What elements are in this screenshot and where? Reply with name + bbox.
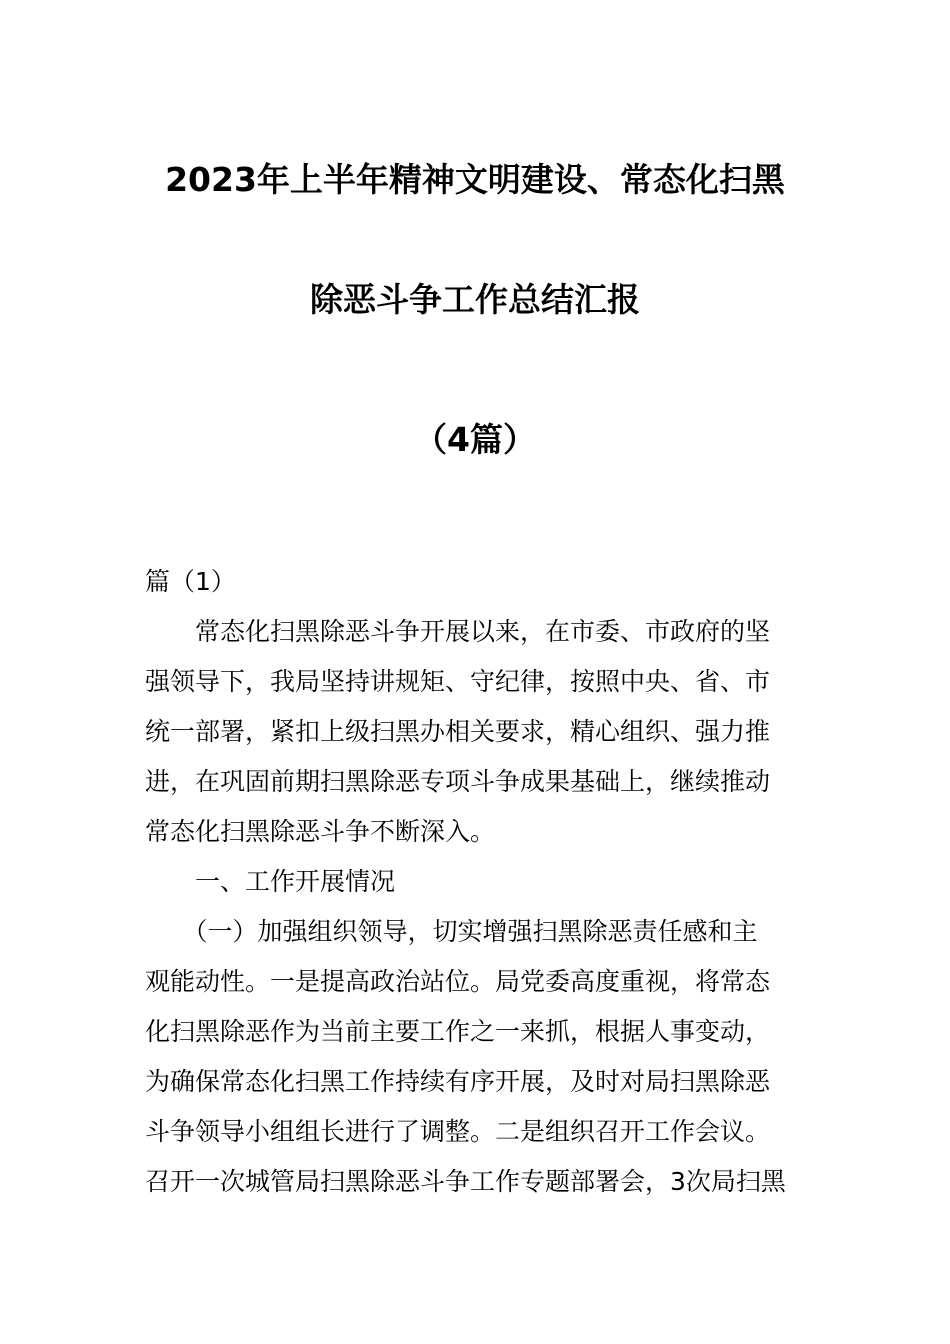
title-line-1: 2023年上半年精神文明建设、常态化扫黑 [165, 160, 785, 199]
paragraph-line: 强领导下，我局坚持讲规矩、守纪律，按照中央、省、市 [145, 667, 771, 696]
paragraph-line: （一）加强组织领导，切实增强扫黑除恶责任感和主 [145, 917, 758, 946]
title-line-2: 除恶斗争工作总结汇报 [310, 280, 640, 319]
paragraph-line: 常态化扫黑除恶斗争不断深入。 [145, 817, 496, 846]
section-heading: 一、工作开展情况 [145, 867, 396, 896]
paragraph-line: 召开一次城管局扫黑除恶斗争工作专题部署会，3次局扫黑 [145, 1167, 786, 1196]
paragraph-line: 统一部署，紧扣上级扫黑办相关要求，精心组织、强力推 [145, 717, 771, 746]
section-label: 篇（1） [145, 567, 236, 596]
paragraph-line: 常态化扫黑除恶斗争开展以来，在市委、市政府的坚 [145, 617, 771, 646]
paragraph-line: 进，在巩固前期扫黑除恶专项斗争成果基础上，继续推动 [145, 767, 771, 796]
title-line-3: （4篇） [414, 420, 536, 459]
paragraph-line: 为确保常态化扫黑工作持续有序开展，及时对局扫黑除恶 [145, 1067, 771, 1096]
paragraph-line: 观能动性。一是提高政治站位。局党委高度重视，将常态 [145, 967, 771, 996]
paragraph-line: 斗争领导小组组长进行了调整。二是组织召开工作会议。 [145, 1117, 771, 1146]
paragraph-line: 化扫黑除恶作为当前主要工作之一来抓，根据人事变动， [145, 1017, 771, 1046]
